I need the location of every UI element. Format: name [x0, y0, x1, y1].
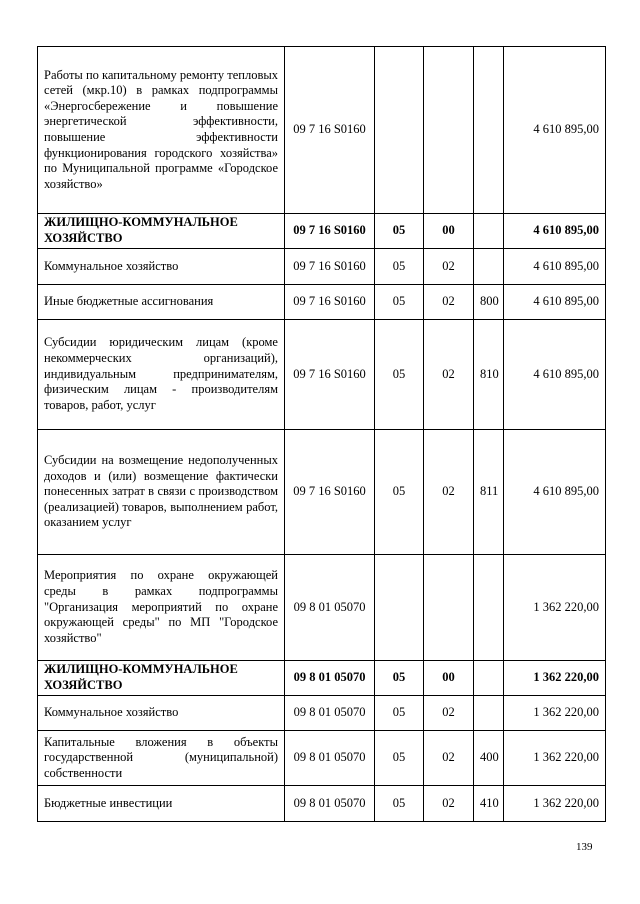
row-rz: 05	[375, 430, 424, 555]
row-rz	[375, 47, 424, 214]
row-csr: 09 7 16 S0160	[285, 320, 375, 430]
row-vr	[474, 696, 504, 731]
row-name: Коммунальное хозяйство	[38, 696, 285, 731]
row-sum: 1 362 220,00	[504, 696, 606, 731]
row-pr	[424, 555, 474, 661]
row-rz: 05	[375, 786, 424, 822]
row-csr: 09 7 16 S0160	[285, 285, 375, 320]
row-name: Субсидии юридическим лицам (кроме некоммерческих организаций), индивидуальным предпринимателям, физическим лицам - производителям товаров, работ, услуг	[38, 320, 285, 430]
row-csr: 09 8 01 05070	[285, 731, 375, 786]
row-pr	[424, 47, 474, 214]
row-sum: 4 610 895,00	[504, 285, 606, 320]
row-pr: 02	[424, 285, 474, 320]
row-csr: 09 8 01 05070	[285, 661, 375, 696]
row-csr: 09 8 01 05070	[285, 555, 375, 661]
row-vr	[474, 555, 504, 661]
row-pr: 02	[424, 320, 474, 430]
row-csr: 09 8 01 05070	[285, 786, 375, 822]
table-row	[38, 47, 606, 214]
row-sum: 1 362 220,00	[504, 731, 606, 786]
row-csr: 09 7 16 S0160	[285, 249, 375, 285]
table-row	[38, 731, 606, 786]
row-name: ЖИЛИЩНО-КОММУНАЛЬНОЕ ХОЗЯЙСТВО	[38, 214, 285, 249]
row-vr	[474, 47, 504, 214]
row-pr: 02	[424, 731, 474, 786]
row-csr: 09 7 16 S0160	[285, 47, 375, 214]
row-rz: 05	[375, 320, 424, 430]
row-vr	[474, 214, 504, 249]
page-number: 139	[576, 841, 593, 853]
row-vr: 410	[474, 786, 504, 822]
row-name: Коммунальное хозяйство	[38, 249, 285, 285]
row-sum: 1 362 220,00	[504, 786, 606, 822]
row-rz	[375, 555, 424, 661]
row-rz: 05	[375, 214, 424, 249]
row-pr: 00	[424, 214, 474, 249]
row-rz: 05	[375, 661, 424, 696]
row-vr	[474, 249, 504, 285]
row-rz: 05	[375, 249, 424, 285]
table-row	[38, 430, 606, 555]
row-rz: 05	[375, 696, 424, 731]
row-pr: 00	[424, 661, 474, 696]
row-vr: 811	[474, 430, 504, 555]
row-name: Иные бюджетные ассигнования	[38, 285, 285, 320]
table-row	[38, 786, 606, 822]
table-row	[38, 214, 606, 249]
row-name: Капитальные вложения в объекты государственной (муниципальной) собственности	[38, 731, 285, 786]
row-sum: 4 610 895,00	[504, 320, 606, 430]
budget-table	[37, 46, 606, 822]
row-name: ЖИЛИЩНО-КОММУНАЛЬНОЕ ХОЗЯЙСТВО	[38, 661, 285, 696]
table-row	[38, 696, 606, 731]
row-pr: 02	[424, 430, 474, 555]
row-name: Мероприятия по охране окружающей среды в рамках подпрограммы "Организация мероприятий по охране окружающей среды" по МП "Городское хозяйство"	[38, 555, 285, 661]
row-sum: 4 610 895,00	[504, 214, 606, 249]
row-name: Работы по капитальному ремонту тепловых сетей (мкр.10) в рамках подпрограммы «Энергосбережение и повышение энергетической эффективности, повышение эффективности функционирования городского хозяйства» по Муниципальной программе «Городское хозяйство»	[38, 47, 285, 214]
row-sum: 1 362 220,00	[504, 555, 606, 661]
table-row	[38, 661, 606, 696]
row-vr: 810	[474, 320, 504, 430]
row-sum: 1 362 220,00	[504, 661, 606, 696]
row-rz: 05	[375, 731, 424, 786]
row-csr: 09 8 01 05070	[285, 696, 375, 731]
row-name: Субсидии на возмещение недополученных доходов и (или) возмещение фактически понесенных затрат в связи с производством (реализацией) товаров, выполнением работ, оказанием услуг	[38, 430, 285, 555]
table-row	[38, 249, 606, 285]
row-name: Бюджетные инвестиции	[38, 786, 285, 822]
row-sum: 4 610 895,00	[504, 430, 606, 555]
row-csr: 09 7 16 S0160	[285, 214, 375, 249]
row-vr: 400	[474, 731, 504, 786]
row-vr: 800	[474, 285, 504, 320]
row-sum: 4 610 895,00	[504, 249, 606, 285]
table-row	[38, 285, 606, 320]
row-pr: 02	[424, 249, 474, 285]
row-pr: 02	[424, 786, 474, 822]
table-row	[38, 555, 606, 661]
row-rz: 05	[375, 285, 424, 320]
row-vr	[474, 661, 504, 696]
row-pr: 02	[424, 696, 474, 731]
table-row	[38, 320, 606, 430]
row-sum: 4 610 895,00	[504, 47, 606, 214]
row-csr: 09 7 16 S0160	[285, 430, 375, 555]
